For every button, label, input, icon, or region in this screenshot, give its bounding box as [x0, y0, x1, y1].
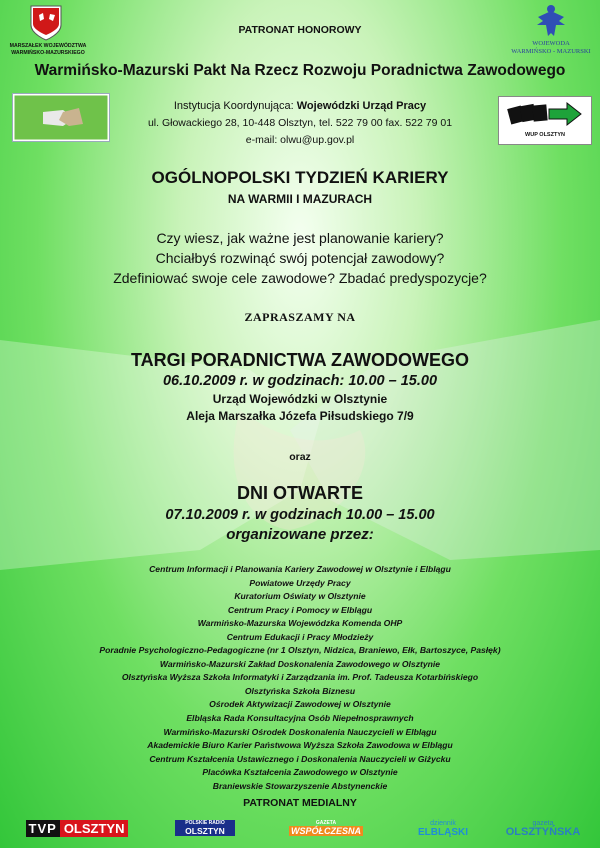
organizers-list [0, 563, 600, 793]
gazeta-bottom-text: WSPÓŁCZESNA [291, 826, 362, 836]
open-days-title: DNI OTWARTE [237, 483, 363, 503]
organizer-item: Ośrodek Aktywizacji Zawodowej w Olsztynie [209, 699, 391, 710]
question-3: Zdefiniować swoje cele zawodowe? Zbadać predyspozycje? [113, 270, 487, 286]
organizer-item: Placówka Kształcenia Zawodowego w Olsztynie [202, 767, 398, 778]
organizer-item: Warmińsko-Mazurska Wojewódzka Komenda OHP [197, 618, 403, 629]
organizer-item: Olsztyńska Wyższa Szkoła Informatyki i Zarządzania im. Prof. Tadeusza Kotarbińskiego [121, 672, 479, 683]
open-days-date: 07.10.2009 r. w godzinach 10.00 – 15.00 [165, 507, 435, 523]
handshake-background [0, 300, 600, 590]
organizer-item: Elbląska Rada Konsultacyjna Osób Niepełnosprawnych [186, 713, 414, 724]
wojewoda-eagle-logo [534, 3, 568, 39]
coordinator-name: Wojewódzki Urząd Pracy [296, 100, 427, 112]
wup-logo-text: WUP OLSZTYN [525, 132, 565, 138]
fair-title: TARGI PORADNICTWA ZAWODOWEGO [131, 350, 469, 370]
organizer-item: Kuratorium Oświaty w Olsztynie [234, 591, 366, 602]
patronat-medialny-label: PATRONAT MEDIALNY [243, 797, 357, 809]
tvp-text: TVP [26, 820, 60, 837]
radio-top-text: POLSKIE RADIO [175, 820, 235, 826]
organizer-item: Poradnie Psychologiczno-Pedagogiczne (nr 1 Olsztyn, Nidzica, Braniewo, Ełk, Bartoszyce, Pasłęk) [99, 645, 501, 656]
organizer-item: Akademickie Biuro Karier Państwowa Wyższa Szkoła Zawodowa w Elblągu [147, 740, 453, 751]
organizer-item: Olsztyńska Szkoła Biznesu [244, 685, 356, 696]
organizer-item: Centrum Kształcenia Ustawicznego i Doskonalenia Nauczycieli w Giżycku [149, 753, 451, 764]
fair-date: 06.10.2009 r. w godzinach: 10.00 – 15.00 [162, 373, 438, 389]
organizer-item: Powiatowe Urzędy Pracy [249, 577, 351, 588]
invite-text: ZAPRASZAMY NA [244, 310, 356, 324]
gazeta-olsztynska-logo [500, 818, 586, 838]
question-1: Czy wiesz, jak ważne jest planowanie kariery? [156, 230, 444, 246]
wojewoda-caption-2: WARMIŃSKO - MAZURSKI [511, 48, 591, 55]
organized-by-label: organizowane przez: [226, 526, 374, 543]
dziennik-bottom-text: ELBLĄSKI [418, 827, 468, 838]
organizer-item: Warmińsko-Mazurski Zakład Doskonalenia Zawodowego w Olsztynie [159, 658, 441, 669]
event-title: OGÓLNOPOLSKI TYDZIEŃ KARIERY [151, 168, 449, 187]
marszalek-logo-caption: MARSZAŁEK WOJEWÓDZTWA WARMIŃSKO-MAZURSKIEGO [9, 43, 87, 56]
tvp-olsztyn-text: OLSZTYN [60, 820, 129, 837]
gazeta-top-text: GAZETA [315, 820, 337, 826]
organizer-item: Warmińsko-Mazurski Ośrodek Doskonalenia Nauczycieli w Elblągu [163, 726, 437, 737]
dziennik-top-text: dziennik [430, 820, 456, 827]
tvp-olsztyn-logo [18, 818, 136, 838]
organizer-item: Centrum Pracy i Pomocy w Elblągu [227, 604, 373, 615]
coordinator-email: e-mail: olwu@up.gov.pl [245, 134, 355, 146]
fair-place: Urząd Wojewódzki w Olsztynie [212, 392, 388, 406]
dziennik-elblaski-logo [410, 818, 476, 838]
polskie-radio-olsztyn-logo [175, 818, 235, 838]
olsztynska-top-text: gazeta [532, 820, 554, 827]
patronat-honorowy-label: PATRONAT HONOROWY [238, 24, 362, 36]
pakt-title: Warmińsko-Mazurski Pakt Na Rzecz Rozwoju Poradnictwa Zawodowego [34, 62, 566, 79]
radio-bottom-text: OLSZTYN [175, 826, 235, 836]
organizer-item: Centrum Edukacji i Pracy Młodzieży [226, 631, 374, 642]
gazeta-wspolczesna-logo [291, 818, 362, 838]
organizer-item: Braniewskie Stowarzyszenie Abstynenckie [212, 780, 388, 791]
question-2: Chciałbyś rozwinąć swój potencjał zawodowy? [155, 250, 445, 266]
wojewoda-caption-1: WOJEWODA [532, 40, 570, 47]
event-subtitle: NA WARMII I MAZURACH [227, 192, 373, 206]
coordinator-address: ul. Głowackiego 28, 10-448 Olsztyn, tel. 522 79 00 fax. 522 79 01 [147, 117, 453, 129]
organizer-item: Centrum Informacji i Planowania Kariery Zawodowej w Olsztynie i Elblągu [149, 564, 451, 574]
oraz-text: oraz [289, 451, 311, 463]
olsztynska-bottom-text: OLSZTYŃSKA [505, 826, 581, 838]
fair-street: Aleja Marszałka Józefa Piłsudskiego 7/9 [186, 409, 414, 423]
wup-olsztyn-logo [498, 96, 592, 145]
coordinator-label: Instytucja Koordynująca: [173, 100, 297, 112]
